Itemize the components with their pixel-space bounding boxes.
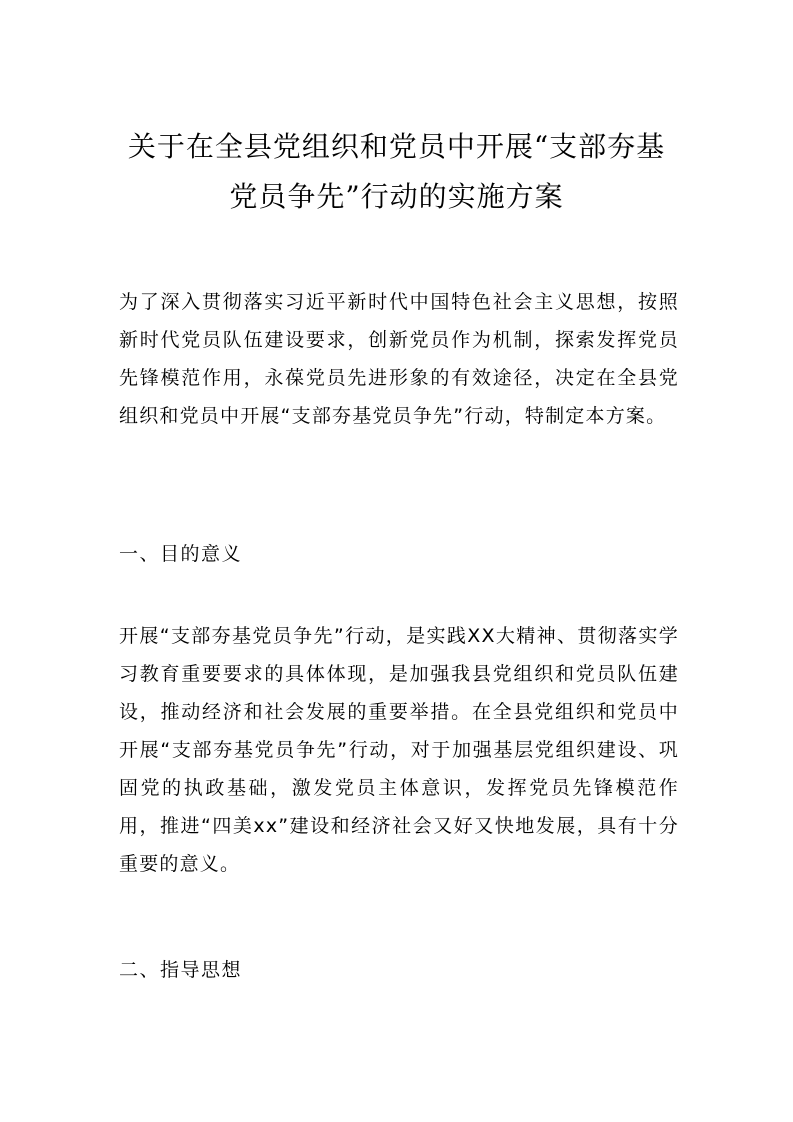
intro-paragraph: 为了深入贯彻落实习近平新时代中国特色社会主义思想，按照新时代党员队伍建设要求，创新党员作为机制，探索发挥党员先锋模范作用，永葆党员先进形象的有效途径，决定在全县党组织和党员中开展“支部夯基党员争先”行动，特制定本方案。 <box>119 291 679 427</box>
title-line-2: 党员争先”行动的实施方案 <box>229 180 564 213</box>
section-heading-purpose: 一、目的意义 <box>119 543 243 565</box>
title-line-1: 关于在全县党组织和党员中开展“支部夯基 <box>127 130 666 163</box>
purpose-paragraph: 开展“支部夯基党员争先”行动，是实践XX大精神、贯彻落实学习教育重要要求的具体体现，是加强我县党组织和党员队伍建设，推动经济和社会发展的重要举措。在全县党组织和党员中开展“支部夯基党员争先”行动，对于加强基层党组织建设、巩固党的执政基础，激发党员主体意识，发挥党员先锋模范作用，推进“四美xx”建设和经济社会又好又快地发展，具有十分重要的意义。 <box>119 625 679 875</box>
document-title <box>100 122 693 222</box>
section-heading-guiding-ideology: 二、指导思想 <box>119 959 243 981</box>
